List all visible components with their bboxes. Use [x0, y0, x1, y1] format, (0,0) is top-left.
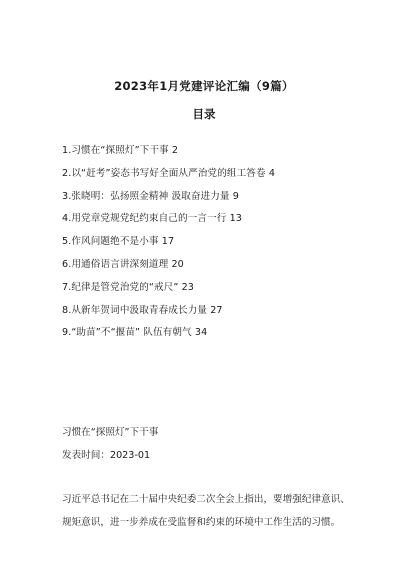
section-title: 习惯在“探照灯”下干事: [62, 427, 159, 438]
body-paragraph: [62, 488, 372, 534]
body-line: 规矩意识，进一步养成在受监督和约束的环境中工作生活的习惯。: [62, 517, 341, 528]
toc-item: 4.用党章党规党纪约束自己的一言一行 13: [62, 213, 243, 225]
table-of-contents: [62, 144, 382, 349]
body-line: 习近平总书记在二十届中央纪委二次全会上指出，要增强纪律意识、: [62, 494, 350, 505]
document-title: 2023年1月党建评论汇编（9篇）: [114, 79, 294, 93]
toc-item: 9.“助苗”不“揠苗” 队伍有朝气 34: [62, 327, 208, 339]
toc-item: 5.作风问题绝不是小事 17: [62, 236, 175, 248]
publish-date: 发表时间：2023-01: [62, 450, 151, 461]
toc-item: 7.纪律是管党治党的“戒尺” 23: [62, 281, 194, 293]
toc-item: 2.以“赶考”姿态书写好全面从严治党的组工答卷 4: [62, 167, 276, 179]
toc-item: 6.用通俗语言讲深刻道理 20: [62, 258, 184, 270]
toc-item: 1.习惯在“探照灯”下干事 2: [62, 145, 179, 156]
toc-item: 8.从新年贺词中汲取青春成长力量 27: [62, 304, 223, 316]
toc-item: 3.张晓明：弘扬照金精神 汲取奋进力量 9: [62, 190, 239, 202]
toc-heading: 目录: [192, 107, 216, 121]
